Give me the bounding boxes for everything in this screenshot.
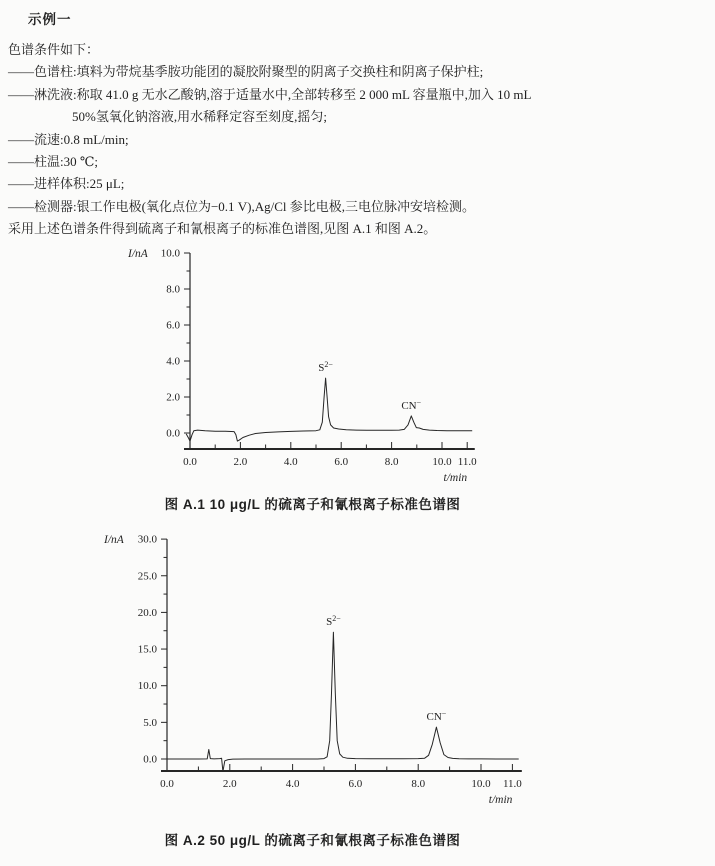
x-tick-label: 6.0 bbox=[334, 456, 349, 468]
condition-line: ——色谱柱:填料为带烷基季胺功能团的凝胶附聚型的阴离子交换柱和阴离子保护柱; bbox=[8, 64, 484, 80]
y-tick-label: 15.0 bbox=[137, 643, 157, 656]
y-tick-label: 20.0 bbox=[137, 606, 157, 619]
condition-line: ——检测器:银工作电极(氧化点位为−0.1 V),Ag/Cl 参比电极,三电位脉冲安培检测。 bbox=[8, 198, 476, 214]
figure-a1-caption: 图 A.1 10 μg/L 的硫离子和氰根离子标准色谱图 bbox=[164, 497, 461, 512]
y-tick-label: 25.0 bbox=[137, 570, 157, 583]
figure-a1 bbox=[110, 240, 505, 488]
peak-label: CN− bbox=[401, 397, 422, 412]
condition-line: 50%氢氧化钠溶液,用水稀释定容至刻度,摇匀; bbox=[72, 109, 327, 125]
y-tick-label: 10.0 bbox=[137, 680, 157, 693]
y-tick-label: 5.0 bbox=[143, 716, 157, 729]
x-tick-label: 11.0 bbox=[457, 456, 477, 468]
chromatogram-trace bbox=[186, 378, 472, 441]
conditions-section bbox=[8, 39, 705, 241]
x-tick-label: 0.0 bbox=[183, 456, 197, 468]
y-tick-label: 0.0 bbox=[166, 427, 180, 440]
condition-line: ——柱温:30 ℃; bbox=[8, 154, 99, 170]
closing-paragraph: 采用上述色谱条件得到硫离子和氰根离子的标准色谱图,见图 A.1 和图 A.2。 bbox=[8, 221, 437, 237]
y-tick-label: 6.0 bbox=[166, 319, 180, 332]
x-tick-label: 4.0 bbox=[283, 456, 298, 468]
figure-a2 bbox=[88, 535, 543, 823]
y-tick-label: 8.0 bbox=[166, 283, 180, 296]
y-tick-label: 2.0 bbox=[166, 391, 180, 404]
x-tick-label: 0.0 bbox=[160, 778, 174, 790]
y-tick-label: 4.0 bbox=[166, 355, 180, 368]
condition-line: ——淋洗液:称取 41.0 g 无水乙酸钠,溶于适量水中,全部转移至 2 000 mL 容量瓶中,加入 10 mL bbox=[8, 86, 532, 102]
example-heading: 示例一 bbox=[28, 12, 72, 27]
y-axis-unit-label: I/nA bbox=[128, 248, 148, 260]
x-axis-unit-label: t/min bbox=[443, 472, 468, 484]
y-axis-unit-label: I/nA bbox=[104, 535, 124, 547]
x-tick-label: 10.0 bbox=[432, 456, 452, 468]
condition-line: ——进样体积:25 μL; bbox=[8, 176, 125, 192]
x-tick-label: 2.0 bbox=[222, 778, 237, 790]
x-tick-label: 2.0 bbox=[233, 456, 248, 468]
condition-line: ——流速:0.8 mL/min; bbox=[8, 131, 129, 147]
y-tick-label: 0.0 bbox=[143, 753, 157, 766]
chromatogram-trace bbox=[164, 632, 519, 771]
chromatogram-a2 bbox=[88, 535, 543, 823]
x-tick-label: 10.0 bbox=[471, 778, 491, 790]
y-tick-label: 10.0 bbox=[160, 247, 180, 260]
x-axis-unit-label: t/min bbox=[488, 794, 513, 806]
x-tick-label: 4.0 bbox=[285, 778, 300, 790]
peak-label: $S^{2-}$ bbox=[318, 360, 333, 375]
x-tick-label: 8.0 bbox=[384, 456, 399, 468]
x-tick-label: 6.0 bbox=[348, 778, 363, 790]
x-tick-label: 11.0 bbox=[502, 778, 522, 790]
y-tick-label: 30.0 bbox=[137, 535, 157, 546]
peak-label: CN− bbox=[426, 709, 447, 724]
figure-a2-caption: 图 A.2 50 μg/L 的硫离子和氰根离子标准色谱图 bbox=[164, 833, 461, 848]
x-tick-label: 8.0 bbox=[411, 778, 426, 790]
condition-list bbox=[8, 61, 705, 218]
peak-label: $S^{2-}$ bbox=[326, 614, 341, 629]
chromatogram-a1 bbox=[110, 240, 505, 488]
conditions-intro: 色谱条件如下： bbox=[8, 42, 100, 57]
